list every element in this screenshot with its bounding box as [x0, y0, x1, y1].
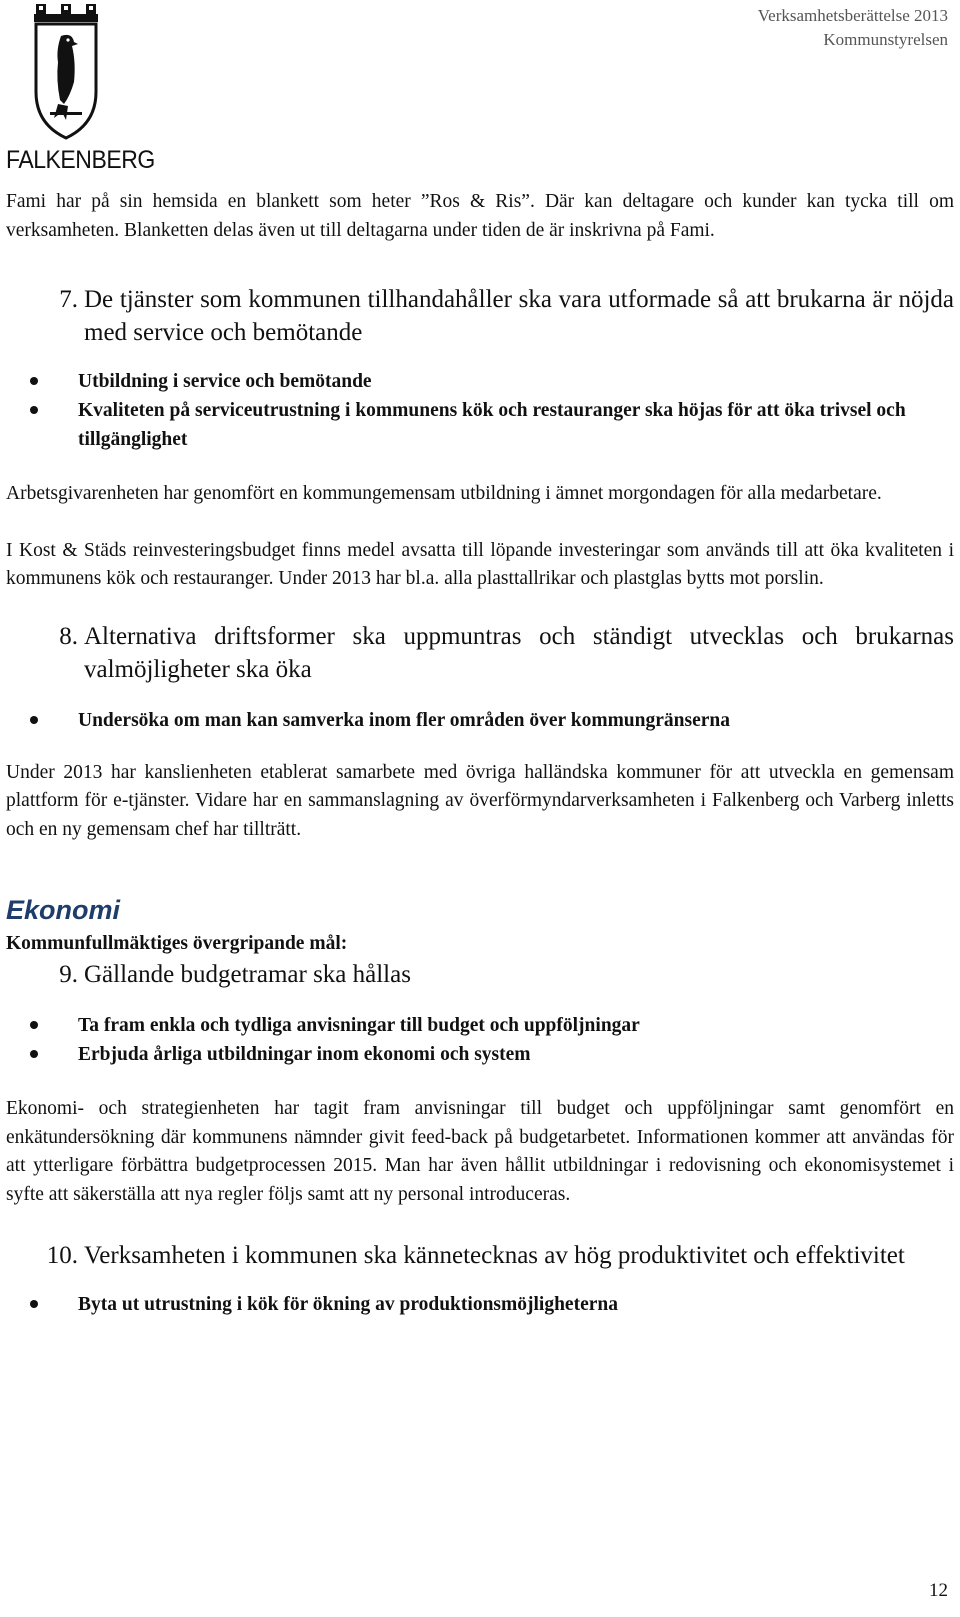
goal-8 — [6, 620, 954, 686]
list-item: Erbjuda årliga utbildningar inom ekonomi och system — [6, 1040, 954, 1069]
bullet-icon — [30, 1300, 38, 1308]
list-item: Undersöka om man kan samverka inom fler områden över kommungränserna — [6, 706, 954, 735]
goal-7 — [6, 283, 954, 349]
paragraph-fami: Fami har på sin hemsida en blankett som heter ”Ros & Ris”. Där kan deltagare och kunder kan tycka till om verksamheten. Blanketten delas även ut till deltagarna under tiden de är inskrivna på Fami. — [6, 191, 954, 241]
goal-10-bullets — [6, 1290, 954, 1319]
paragraph-kanslienheten: Under 2013 har kanslienheten etablerat samarbete med övriga halländska kommuner för att utveckla en gemensam plattform för e-tjänster. Vidare har en sammanslagning av överförmyndarverksamheten i Falkenberg och Varberg inletts och en ny gemensam chef har tillträtt. — [6, 761, 954, 840]
brand-name: FALKENBERG — [6, 146, 155, 174]
goal-number: 10. — [46, 1242, 78, 1269]
goal-10 — [6, 1239, 954, 1272]
goal-number: 9. — [59, 961, 78, 988]
bullet-icon — [30, 406, 38, 414]
document-body — [6, 188, 954, 1319]
bullet-icon — [30, 1021, 38, 1029]
bullet-icon — [30, 377, 38, 385]
goal-9 — [6, 958, 954, 991]
report-department: Kommunstyrelsen — [823, 30, 948, 49]
goal-text: Gällande budgetramar ska hållas — [84, 961, 411, 988]
goal-number: 7. — [59, 286, 78, 313]
section-heading: Ekonomi — [6, 895, 121, 925]
section-subheading: Kommunfullmäktiges övergripande mål: — [6, 933, 348, 954]
bullet-icon — [30, 716, 38, 724]
page-number: 12 — [929, 1580, 948, 1601]
paragraph-kost-stad: I Kost & Städs reinvesteringsbudget finns medel avsatta till löpande investeringar som används till att öka kvaliteten i kommunens kök och restauranger. Under 2013 har bl.a. alla plasttallrikar och plastglas bytts mot porslin. — [6, 539, 954, 589]
bullet-icon — [30, 1050, 38, 1058]
goal-text: Verksamheten i kommunen ska kännetecknas av hög produktivitet och effektivitet — [84, 1242, 905, 1269]
falcon-crest-icon — [6, 0, 126, 146]
list-item: Utbildning i service och bemötande — [6, 367, 954, 396]
goal-text: De tjänster som kommunen tillhandahåller ska vara utformade så att brukarna är nöjda med service och bemötande — [84, 286, 954, 346]
list-item: Ta fram enkla och tydliga anvisningar till budget och uppföljningar — [6, 1011, 954, 1040]
list-item: Byta ut utrustning i kök för ökning av produktionsmöjligheterna — [6, 1290, 954, 1319]
paragraph-arbetsgivare: Arbetsgivarenheten har genomfört en kommungemensam utbildning i ämnet morgondagen för alla medarbetare. — [6, 483, 882, 504]
page-header — [758, 4, 948, 52]
list-item: Kvaliteten på serviceutrustning i kommunens kök och restauranger ska höjas för att öka trivsel och tillgänglighet — [6, 396, 954, 454]
paragraph-ekonomi: Ekonomi- och strategienheten har tagit fram anvisningar till budget och uppföljningar samt genomfört en enkätundersökning där kommunens nämnder givit feed-back på budgetarbetet. Informationen kommer att användas för att ytterligare förbättra budgetprocessen 2015. Man har även hållit utbildningar i redovisning och ekonomisystemet i syfte att säkerställa att nya regler följs samt att ny personal introduceras. — [6, 1098, 954, 1205]
goal-number: 8. — [59, 622, 78, 650]
municipality-logo — [6, 0, 176, 146]
goal-7-bullets — [6, 367, 954, 454]
goal-8-bullets — [6, 706, 954, 735]
report-title: Verksamhetsberättelse 2013 — [757, 6, 948, 25]
goal-9-bullets — [6, 1011, 954, 1069]
goal-text: Alternativa driftsformer ska uppmuntras och ständigt utvecklas och brukarnas valmöjligheter ska öka — [84, 622, 954, 683]
